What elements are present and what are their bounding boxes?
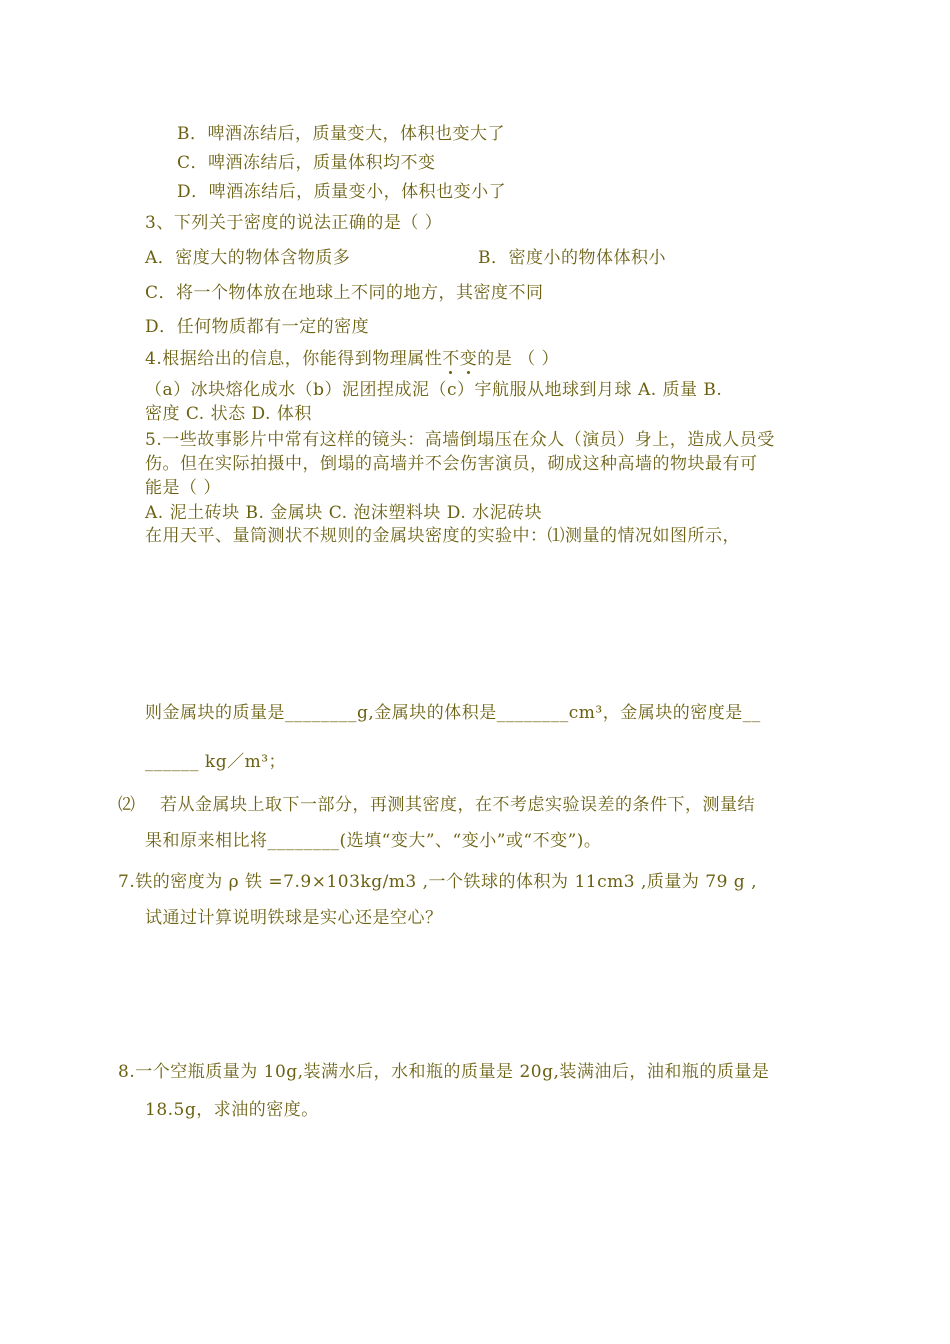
q3-option-a: A．密度大的物体含物质多 [145, 248, 351, 268]
q6-blank-line-1: 则金属块的质量是________g,金属块的体积是________cm³，金属块的密度是__ [145, 703, 761, 723]
q4-stem-dotted-1: 不 [442, 349, 460, 369]
q6-intro: 在用天平、量筒测状不规则的金属块密度的实验中：⑴测量的情况如图所示， [145, 526, 740, 546]
q3-stem: 3、下列关于密度的说法正确的是（ ） [145, 213, 443, 233]
q3-option-d: D．任何物质都有一定的密度 [145, 317, 370, 337]
q4-stem-after: 的是 （ ） [477, 349, 560, 369]
q7-line-2: 试通过计算说明铁球是实心还是空心？ [145, 908, 443, 928]
q8-line-1: 8.一个空瓶质量为 10g,装满水后，水和瓶的质量是 20g,装满油后，油和瓶的质量是 [118, 1062, 770, 1082]
q6-blank-line-2: ______ kg／m³； [145, 752, 287, 772]
q5-options: A. 泥土砖块 B. 金属块 C. 泡沫塑料块 D. 水泥砖块 [145, 503, 543, 523]
q4-stem [145, 348, 559, 370]
q2-option-b: B．啤酒冻结后，质量变大，体积也变大了 [177, 124, 505, 144]
q3-option-b: B．密度小的物体体积小 [478, 248, 666, 268]
q2-option-c: C．啤酒冻结后，质量体积均不变 [177, 153, 436, 173]
q4-line-3: 密度 C. 状态 D. 体积 [145, 404, 312, 424]
q5-line-2: 伤。但在实际拍摄中，倒塌的高墙并不会伤害演员，砌成这种高墙的物块最有可 [145, 454, 758, 474]
q6-part2-text: 若从金属块上取下一部分，再测其密度，在不考虑实验误差的条件下，测量结 [160, 795, 755, 815]
q6-part2-label: ⑵ [118, 795, 136, 815]
q5-line-3: 能是（ ） [145, 478, 221, 498]
q6-part2-line-2: 果和原来相比将________(选填“变大”、“变小”或“不变”)。 [145, 831, 602, 851]
q5-line-1: 5.一些故事影片中常有这样的镜头：高墙倒塌压在众人（演员）身上，造成人员受 [145, 430, 775, 450]
q7-line-1: 7.铁的密度为 ρ 铁 =7.9×103kg/m3 ,一个铁球的体积为 11cm3 ,质量为 79 g , [118, 872, 757, 892]
q4-line-2: （a）冰块熔化成水（b）泥团捏成泥（c）宇航服从地球到月球 A. 质量 B. [145, 380, 723, 400]
q3-option-c: C．将一个物体放在地球上不同的地方，其密度不同 [145, 283, 544, 303]
q8-line-2: 18.5g，求油的密度。 [145, 1100, 319, 1120]
q6-part2 [118, 794, 755, 816]
q2-option-d: D．啤酒冻结后，质量变小，体积也变小了 [177, 182, 507, 202]
q4-stem-dotted-2: 变 [459, 349, 478, 369]
q4-stem-before: 4.根据给出的信息，你能得到物理属性 [145, 349, 443, 369]
